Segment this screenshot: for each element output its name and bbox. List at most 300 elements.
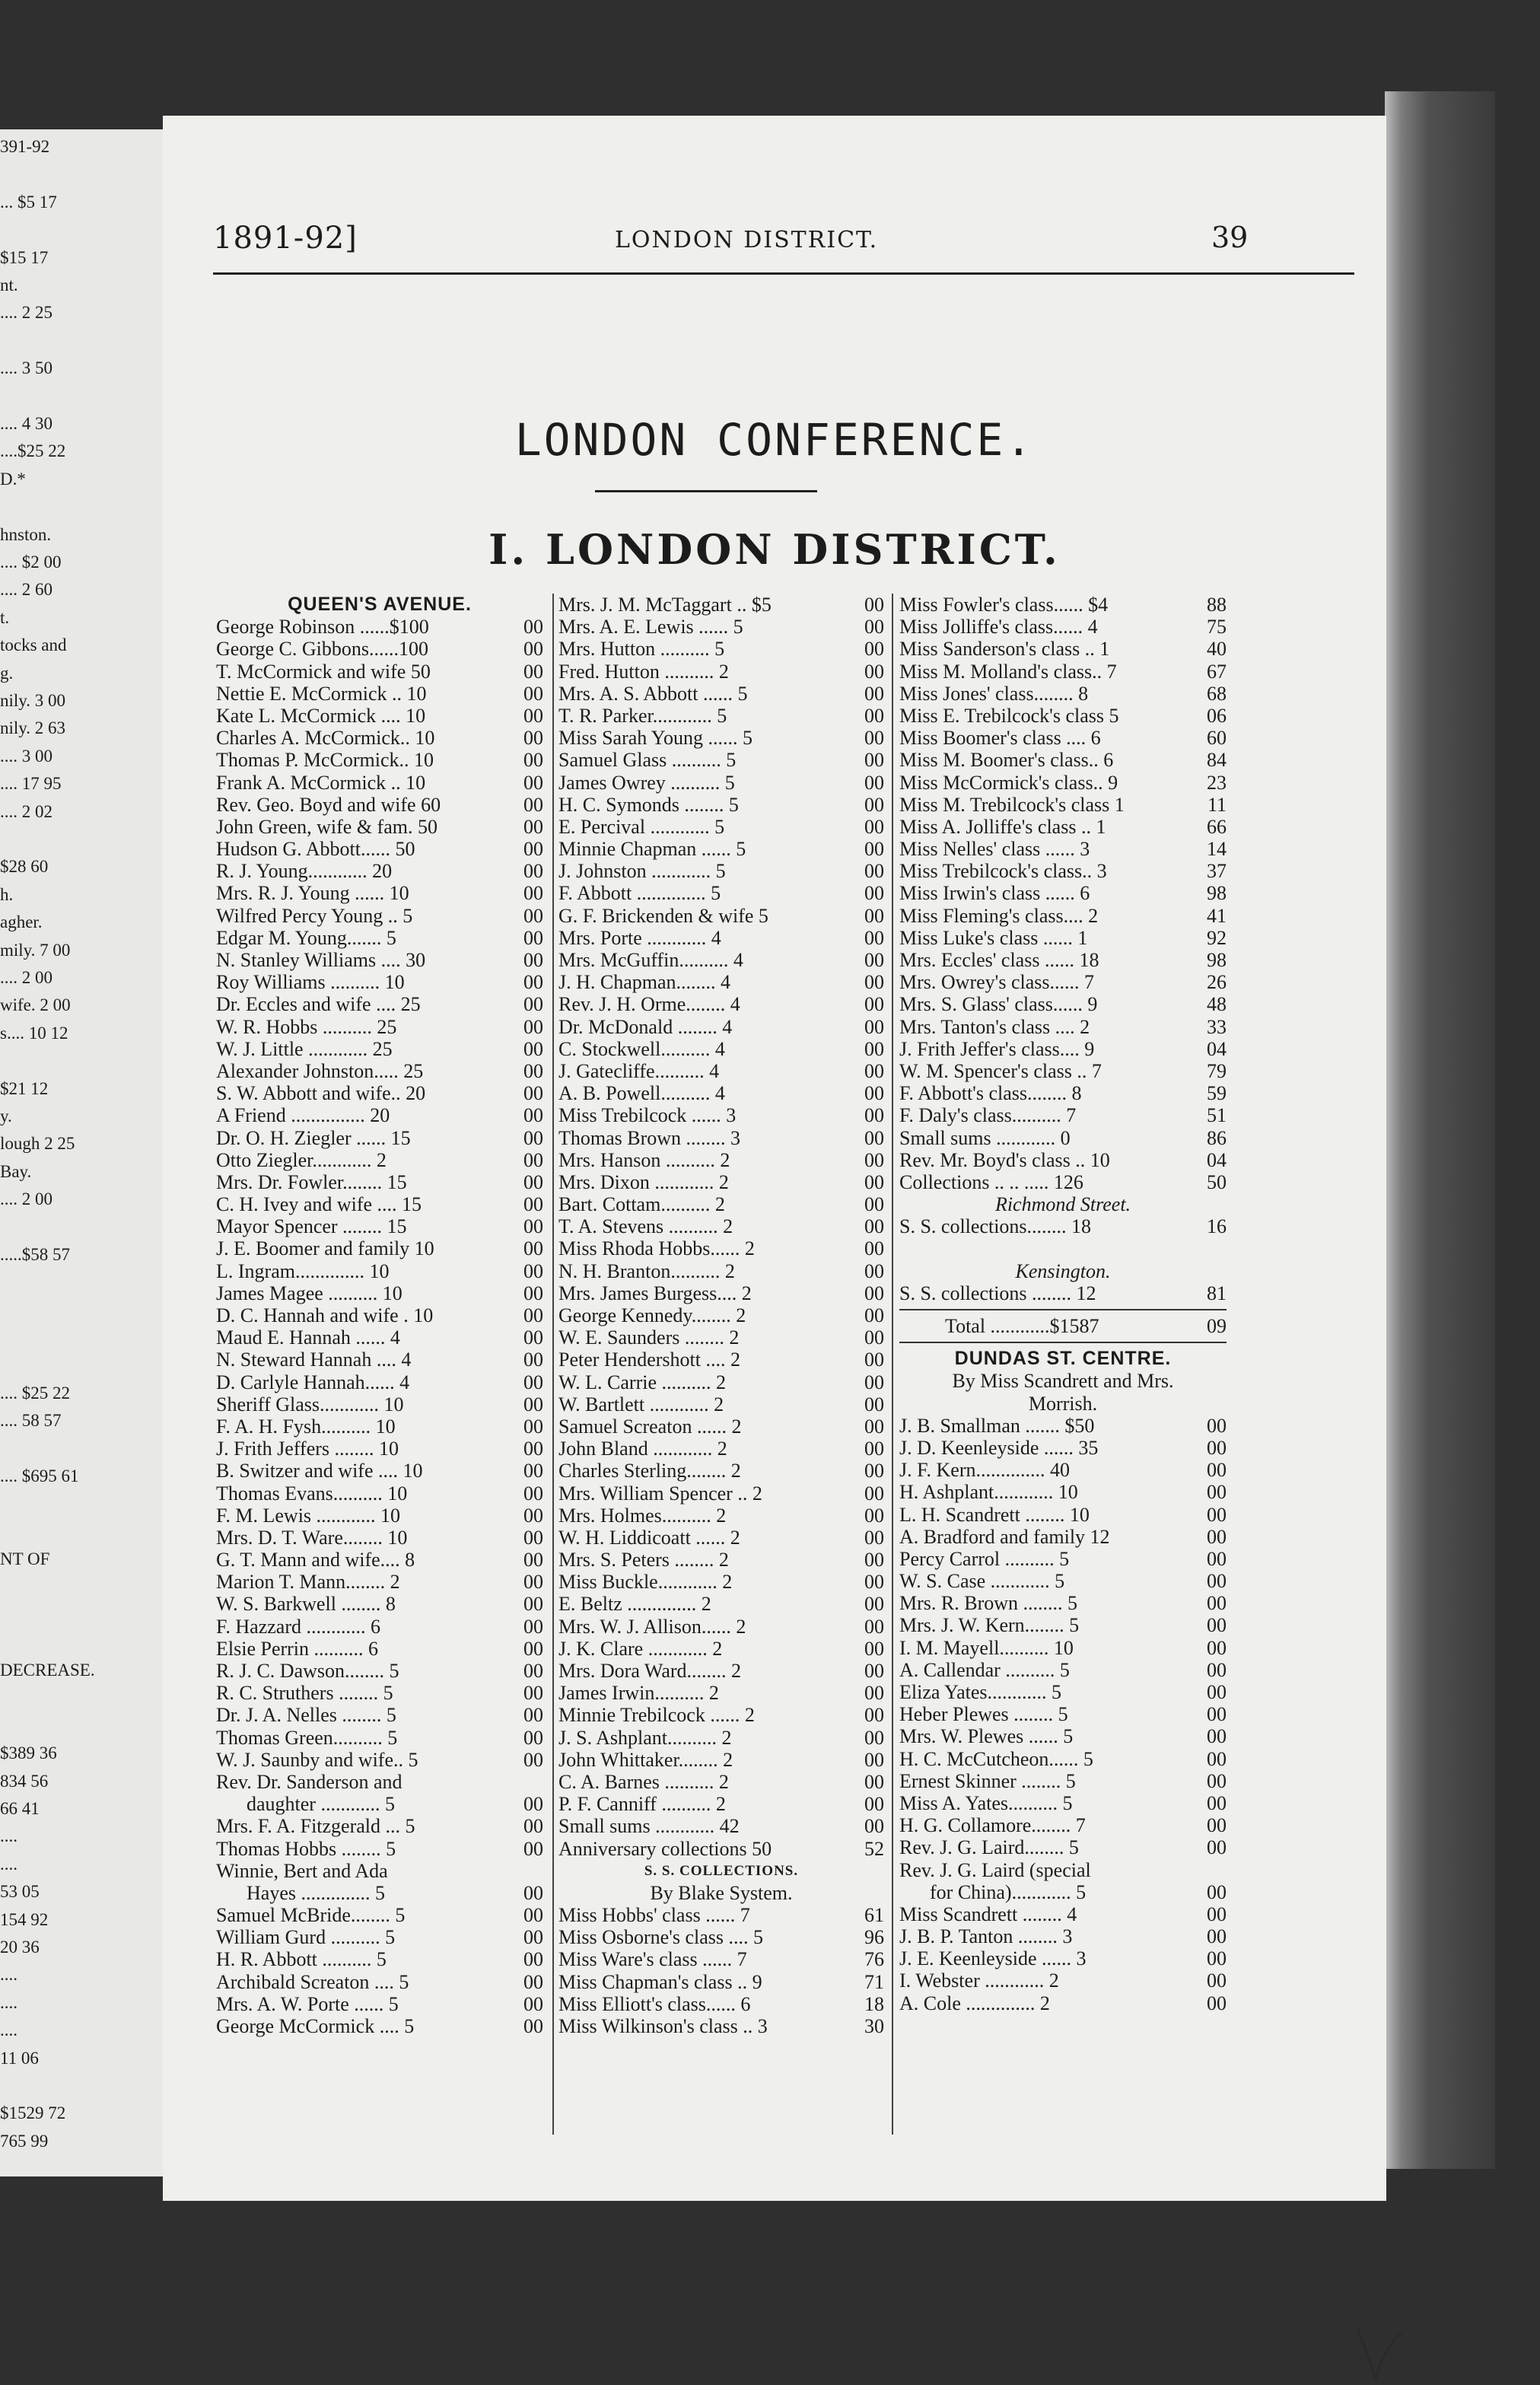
entry-name: B. Switzer and wife .... 10 <box>216 1460 423 1482</box>
section-note <box>899 1370 1227 1392</box>
entry-row <box>899 1481 1227 1503</box>
entry-name: Miss Trebilcock ...... 3 <box>558 1104 737 1127</box>
entry-cents: 00 <box>864 1304 884 1326</box>
entry-name: Mrs. F. A. Fitzgerald ... 5 <box>216 1815 415 1838</box>
entry-name: Mrs. Tanton's class .... 2 <box>899 1015 1090 1038</box>
entry-row <box>216 1038 543 1060</box>
entry-name: Miss Sanderson's class .. 1 <box>899 638 1110 661</box>
entry-name: Miss Ware's class ...... 7 <box>558 1948 747 1971</box>
entry-cents: 00 <box>864 682 884 705</box>
entry-row <box>558 1749 884 1771</box>
entry-name: F. Hazzard ............ 6 <box>216 1615 380 1638</box>
entry-row <box>899 816 1227 838</box>
entry-cents: 00 <box>523 1015 543 1038</box>
entry-name: F. Daly's class.......... 7 <box>899 1104 1077 1127</box>
entry-name: Roy Williams .......... 10 <box>216 971 405 994</box>
entry-name: Mrs. S. Glass' class...... 9 <box>899 993 1098 1016</box>
entry-cents: 00 <box>523 1148 543 1171</box>
entry-row <box>558 1304 884 1326</box>
entry-name: Eliza Yates............ 5 <box>899 1681 1062 1703</box>
entry-name: Samuel Screaton ...... 2 <box>558 1415 742 1438</box>
entry-name: Rev. Mr. Boyd's class .. 10 <box>899 1148 1110 1171</box>
entry-cents: 06 <box>1207 704 1227 727</box>
entry-cents: 00 <box>864 1037 884 1060</box>
entry-row <box>899 616 1227 638</box>
entry-name: Elsie Perrin .......... 6 <box>216 1637 379 1660</box>
entry-name: Mrs. Hanson .......... 2 <box>558 1148 730 1171</box>
entry-name: Dr. McDonald ........ 4 <box>558 1015 733 1038</box>
entry-row <box>558 1104 884 1126</box>
facing-page-line: mily. 7 00 <box>0 940 71 960</box>
facing-page-line: $28 60 <box>0 857 49 877</box>
entry-row <box>899 1504 1227 1526</box>
entry-cents: 00 <box>523 1748 543 1771</box>
entry-name: Minnie Chapman ...... 5 <box>558 838 746 861</box>
entry-name: I. M. Mayell.......... 10 <box>899 1636 1074 1659</box>
entry-name: for China)............ 5 <box>930 1880 1087 1903</box>
entry-cents: 00 <box>864 1660 884 1682</box>
entry-name: Archibald Screaton .... 5 <box>216 1970 409 1993</box>
entry-name: Miss Scandrett ........ 4 <box>899 1903 1077 1925</box>
entry-cents: 00 <box>864 993 884 1016</box>
entry-row <box>899 749 1227 771</box>
entry-row <box>216 971 543 993</box>
entry-cents: 00 <box>1207 1836 1227 1859</box>
entry-name: J. S. Ashplant.......... 2 <box>558 1726 732 1749</box>
entry-name: J. F. Kern.............. 40 <box>899 1459 1070 1482</box>
entry-row <box>216 1682 543 1704</box>
entry-row <box>558 1571 884 1593</box>
facing-page-line: nily. 2 63 <box>0 718 66 738</box>
entry-row <box>216 1815 543 1837</box>
entry-name: Miss Irwin's class ...... 6 <box>899 882 1090 905</box>
entry-name: Otto Ziegler............ 2 <box>216 1148 387 1171</box>
entry-row <box>216 661 543 683</box>
entry-row <box>899 705 1227 727</box>
total-rule <box>899 1304 1227 1315</box>
entry-row <box>558 727 884 749</box>
facing-page-line: .... 2 00 <box>0 968 52 987</box>
entry-row <box>558 616 884 638</box>
entry-row <box>558 1527 884 1549</box>
entry-name: Alexander Johnston..... 25 <box>216 1059 424 1082</box>
facing-page-line: 20 36 <box>0 1938 40 1957</box>
facing-page-line: 765 99 <box>0 2131 49 2151</box>
entry-name: Wilfred Percy Young .. 5 <box>216 904 413 927</box>
entry-row <box>899 1614 1227 1636</box>
entry-cents: 00 <box>864 1460 884 1482</box>
entry-name: Richmond Street. <box>994 1193 1131 1216</box>
entry-cents: 00 <box>523 1948 543 1971</box>
entry-cents: 00 <box>1207 1414 1227 1437</box>
entry-cents: 00 <box>523 1837 543 1860</box>
entry-name: Miss Luke's class ...... 1 <box>899 926 1088 949</box>
entry-row <box>216 949 543 971</box>
entry-name: W. J. Little ............ 25 <box>216 1037 393 1060</box>
entry-name: F. Abbott's class........ 8 <box>899 1082 1082 1105</box>
conference-title: LONDON CONFERENCE. <box>514 414 1035 466</box>
entry-row <box>216 1016 543 1038</box>
entry-row <box>216 905 543 927</box>
entry-row <box>558 1060 884 1082</box>
entry-name: Miss McCormick's class.. 9 <box>899 771 1118 794</box>
entry-row <box>558 594 884 616</box>
facing-page-line: s.... 10 12 <box>0 1023 68 1043</box>
entry-cents: 00 <box>1207 1636 1227 1659</box>
entry-cents: 16 <box>1207 1215 1227 1238</box>
entry-row <box>899 927 1227 949</box>
entry-row <box>216 1771 543 1793</box>
entry-row <box>899 1637 1227 1659</box>
entry-row <box>558 1682 884 1704</box>
entry-name: H. C. McCutcheon...... 5 <box>899 1747 1093 1770</box>
entry-name: H. R. Abbott .......... 5 <box>216 1948 387 1971</box>
entry-cents: 00 <box>864 1549 884 1571</box>
entry-cents: 00 <box>523 1704 543 1727</box>
entry-row <box>558 1193 884 1215</box>
entry-name: Frank A. McCormick .. 10 <box>216 771 426 794</box>
facing-page-line: .....$58 57 <box>0 1245 70 1264</box>
entry-name: G. T. Mann and wife.... 8 <box>216 1549 415 1571</box>
entry-row <box>558 749 884 771</box>
entry-name: A Friend ............... 20 <box>216 1104 390 1127</box>
entry-cents: 00 <box>864 594 884 616</box>
facing-page-line: $21 12 <box>0 1078 49 1098</box>
entry-name: Mrs. A. W. Porte ...... 5 <box>216 1992 399 2015</box>
entry-row <box>899 860 1227 882</box>
entry-name: N. Steward Hannah .... 4 <box>216 1349 412 1371</box>
entry-cents: 76 <box>864 1948 884 1971</box>
entry-row <box>558 882 884 904</box>
entry-cents: 00 <box>864 882 884 905</box>
entry-cents: 00 <box>864 1193 884 1216</box>
entry-cents: 51 <box>1207 1104 1227 1127</box>
entry-name: Miss Buckle............ 2 <box>558 1571 733 1594</box>
entry-row <box>899 772 1227 794</box>
entry-cents: 00 <box>864 1438 884 1460</box>
entry-cents: 00 <box>864 1682 884 1705</box>
entry-cents: 00 <box>523 682 543 705</box>
entry-name: Rev. J. G. Laird (special <box>899 1858 1091 1881</box>
entry-cents: 00 <box>864 926 884 949</box>
entry-name: N. H. Branton.......... 2 <box>558 1259 735 1282</box>
entry-cents: 00 <box>864 815 884 838</box>
entry-name: W. S. Barkwell ........ 8 <box>216 1593 396 1616</box>
entry-cents: 00 <box>864 1170 884 1193</box>
entry-row <box>216 1127 543 1149</box>
entry-name: J. B. Smallman ....... $50 <box>899 1414 1095 1437</box>
entry-name: J. Johnston ............ 5 <box>558 860 726 883</box>
entry-name: Small sums ............ 42 <box>558 1815 740 1838</box>
entry-row <box>899 1903 1227 1925</box>
facing-page-line: DECREASE. <box>0 1661 95 1680</box>
entry-row <box>558 661 884 683</box>
entry-cents: 81 <box>1207 1282 1227 1304</box>
entry-row <box>216 1393 543 1415</box>
entry-cents: 00 <box>523 1881 543 1904</box>
entry-cents: 00 <box>864 904 884 927</box>
entry-row <box>558 2015 884 2037</box>
entry-cents: 79 <box>1207 1059 1227 1082</box>
entry-row <box>216 1060 543 1082</box>
entry-cents: 00 <box>523 1170 543 1193</box>
entry-name: Mayor Spencer ........ 15 <box>216 1215 407 1238</box>
entry-cents: 00 <box>523 1059 543 1082</box>
entry-name: Mrs. R. Brown ........ 5 <box>899 1592 1078 1615</box>
entry-cents: 00 <box>523 1526 543 1549</box>
entry-row <box>558 1215 884 1237</box>
entry-name: Miss M. Molland's class.. 7 <box>899 660 1117 683</box>
entry-row <box>558 683 884 705</box>
entry-row <box>899 1060 1227 1082</box>
entry-row <box>558 1082 884 1104</box>
entry-name: Miss Chapman's class .. 9 <box>558 1970 762 1993</box>
entry-row <box>899 1925 1227 1947</box>
entry-row <box>899 1881 1227 1903</box>
entry-cents: 86 <box>1207 1126 1227 1149</box>
entry-cents: 00 <box>864 1726 884 1749</box>
entry-name: F. Abbott .............. 5 <box>558 882 721 905</box>
entry-cents: 00 <box>864 1504 884 1527</box>
entry-cents: 33 <box>1207 1015 1227 1038</box>
entry-cents: 00 <box>523 1571 543 1594</box>
entry-row <box>558 1638 884 1660</box>
facing-page-line: .... 3 00 <box>0 746 52 766</box>
entry-name: Miss Nelles' class ...... 3 <box>899 838 1090 861</box>
entry-row <box>899 1703 1227 1725</box>
facing-page-line: .... <box>0 1826 18 1846</box>
entry-cents: 00 <box>523 1549 543 1571</box>
facing-page-line: $1529 72 <box>0 2103 66 2123</box>
entry-row <box>558 1793 884 1815</box>
entry-cents: 26 <box>1207 971 1227 994</box>
entry-cents: 00 <box>864 971 884 994</box>
entry-row <box>558 1616 884 1638</box>
entry-cents: 00 <box>523 1438 543 1460</box>
entry-row <box>899 1171 1227 1193</box>
entry-name: Miss E. Trebilcock's class 5 <box>899 704 1119 727</box>
entry-name: Samuel Glass .......... 5 <box>558 749 737 772</box>
facing-page-line: .... $2 00 <box>0 552 62 572</box>
entry-cents: 96 <box>864 1926 884 1949</box>
page-number: 39 <box>1211 221 1249 254</box>
entry-cents: 00 <box>1207 1747 1227 1770</box>
entry-cents: 00 <box>864 838 884 861</box>
entry-row <box>216 1460 543 1482</box>
entry-name: Miss Jolliffe's class...... 4 <box>899 616 1098 638</box>
entry-name: Thomas Evans.......... 10 <box>216 1482 408 1505</box>
entry-name: W. H. Liddicoatt ...... 2 <box>558 1526 740 1549</box>
entry-cents: 00 <box>1207 1658 1227 1681</box>
entry-cents: 98 <box>1207 882 1227 905</box>
entry-cents: 00 <box>1207 1992 1227 2014</box>
entry-name: Miss Rhoda Hobbs...... 2 <box>558 1237 755 1260</box>
entry-row <box>558 1016 884 1038</box>
entry-row <box>216 1593 543 1615</box>
facing-page-line: NT OF <box>0 1549 50 1569</box>
entry-cents: 00 <box>864 1215 884 1238</box>
entry-row <box>558 1149 884 1171</box>
entry-cents: 00 <box>864 1148 884 1171</box>
entry-cents: 00 <box>523 660 543 683</box>
entry-cents: 00 <box>523 1393 543 1415</box>
entry-name: George Kennedy........ 2 <box>558 1304 746 1326</box>
facing-page-line: 66 41 <box>0 1799 40 1818</box>
facing-page-line: Bay. <box>0 1161 32 1181</box>
entry-name: E. Percival ............ 5 <box>558 815 725 838</box>
entry-cents: 00 <box>864 749 884 772</box>
facing-page-line: tocks and <box>0 635 67 655</box>
entry-cents: 00 <box>1207 1969 1227 1992</box>
entry-name: Mrs. A. S. Abbott ...... 5 <box>558 682 748 705</box>
entry-row <box>216 1438 543 1460</box>
entry-cents: 00 <box>864 1748 884 1771</box>
entry-cents: 00 <box>523 860 543 883</box>
entry-name: Mrs. James Burgess.... 2 <box>558 1282 752 1304</box>
entry-name: Heber Plewes ........ 5 <box>899 1703 1068 1726</box>
entry-name: L. Ingram.............. 10 <box>216 1259 390 1282</box>
entry-cents: 84 <box>1207 749 1227 772</box>
entry-name: W. L. Carrie .......... 2 <box>558 1371 726 1393</box>
column-rule <box>892 594 893 2135</box>
entry-cents: 92 <box>1207 926 1227 949</box>
entry-name: Mrs. W. Plewes ...... 5 <box>899 1725 1074 1748</box>
entry-cents: 00 <box>523 1926 543 1949</box>
entry-name: Mrs. Porte ............ 4 <box>558 926 721 949</box>
entry-name: Percy Carrol .......... 5 <box>899 1547 1070 1570</box>
entry-cents: 00 <box>864 1526 884 1549</box>
entry-name: Rev. Geo. Boyd and wife 60 <box>216 793 441 816</box>
entry-cents: 00 <box>523 1815 543 1838</box>
entry-row <box>216 1926 543 1948</box>
entry-name: Mrs. S. Peters ........ 2 <box>558 1549 729 1571</box>
entry-cents: 00 <box>1207 1614 1227 1637</box>
entry-cents: 00 <box>523 993 543 1016</box>
entry-row <box>899 1859 1227 1881</box>
entry-cents: 00 <box>523 1682 543 1705</box>
entry-row <box>558 1505 884 1527</box>
entry-row <box>216 1860 543 1882</box>
entry-cents: 00 <box>523 1349 543 1371</box>
entry-cents: 00 <box>523 1615 543 1638</box>
entry-name: W. M. Spencer's class .. 7 <box>899 1059 1102 1082</box>
entry-name: By Miss Scandrett and Mrs. <box>952 1370 1174 1393</box>
entry-name: Kensington. <box>1015 1259 1111 1282</box>
entry-cents: 00 <box>523 1504 543 1527</box>
facing-page-line: 391-92 <box>0 137 50 156</box>
entry-cents: 00 <box>523 904 543 927</box>
entry-name: Thomas Green.......... 5 <box>216 1726 398 1749</box>
entry-name: P. F. Canniff .......... 2 <box>558 1793 726 1816</box>
facing-page-line: .... 2 00 <box>0 1189 52 1209</box>
entry-cents: 00 <box>864 1082 884 1105</box>
entry-name: A. Callendar .......... 5 <box>899 1658 1070 1681</box>
entry-name: R. C. Struthers ........ 5 <box>216 1682 393 1705</box>
entry-cents: 00 <box>864 860 884 883</box>
entry-row <box>216 1948 543 1970</box>
entry-name: Rev. J. H. Orme........ 4 <box>558 993 740 1016</box>
entry-name: Ernest Skinner ........ 5 <box>899 1769 1076 1792</box>
entry-row <box>216 638 543 660</box>
facing-page-line: .... $25 22 <box>0 1384 70 1403</box>
entry-row <box>558 927 884 949</box>
entry-row <box>899 1282 1227 1304</box>
entry-name: Miss Trebilcock's class.. 3 <box>899 860 1107 883</box>
entry-row <box>216 1749 543 1771</box>
entry-cents: 00 <box>523 926 543 949</box>
entry-name: Miss Fleming's class.... 2 <box>899 904 1099 927</box>
entry-cents: 37 <box>1207 860 1227 883</box>
entry-name: H. G. Collamore........ 7 <box>899 1814 1086 1837</box>
entry-row <box>216 772 543 794</box>
entry-row <box>899 1992 1227 2014</box>
entry-row <box>558 1127 884 1149</box>
subscription-column-1 <box>216 594 543 2037</box>
entry-row <box>899 971 1227 993</box>
entry-cents: 00 <box>523 949 543 971</box>
entry-cents: 00 <box>864 793 884 816</box>
entry-row <box>558 1393 884 1415</box>
entry-name: Mrs. D. T. Ware........ 10 <box>216 1526 408 1549</box>
entry-row <box>558 1904 884 1926</box>
entry-row <box>558 1349 884 1371</box>
entry-name: Morrish. <box>1028 1392 1098 1415</box>
entry-row <box>899 1792 1227 1814</box>
entry-cents: 40 <box>1207 638 1227 661</box>
entry-row <box>216 1838 543 1860</box>
entry-row <box>216 1304 543 1326</box>
facing-page-line: y. <box>0 1107 12 1126</box>
entry-row <box>216 1660 543 1682</box>
entry-row <box>899 638 1227 660</box>
title-rule <box>595 490 817 492</box>
facing-page-line: .... 58 57 <box>0 1411 62 1431</box>
facing-page-line: hnston. <box>0 524 52 544</box>
entry-cents: 00 <box>864 1326 884 1349</box>
entry-name: Rev. J. G. Laird........ 5 <box>899 1836 1079 1859</box>
entry-row <box>558 860 884 882</box>
entry-row <box>216 1193 543 1215</box>
entry-name: Mrs. Dr. Fowler........ 15 <box>216 1170 407 1193</box>
entry-row <box>216 927 543 949</box>
entry-name: Mrs. A. E. Lewis ...... 5 <box>558 616 743 638</box>
entry-cents: 00 <box>523 1304 543 1326</box>
subsection-heading <box>899 1260 1227 1282</box>
entry-row <box>216 1616 543 1638</box>
entry-row <box>216 1704 543 1726</box>
entry-name: Miss Elliott's class...... 6 <box>558 1992 751 2015</box>
entry-cents: 14 <box>1207 838 1227 861</box>
entry-cents: 00 <box>523 793 543 816</box>
entry-row <box>558 949 884 971</box>
entry-cents: 00 <box>1207 1725 1227 1748</box>
entry-name: George McCormick .... 5 <box>216 2015 415 2037</box>
subscription-column-3 <box>899 594 1227 2014</box>
entry-name: Mrs. McGuffin.......... 4 <box>558 949 743 971</box>
entry-row <box>216 1237 543 1259</box>
entry-name: J. K. Clare ............ 2 <box>558 1637 723 1660</box>
entry-cents: 00 <box>864 660 884 683</box>
entry-name: H. C. Symonds ........ 5 <box>558 793 739 816</box>
entry-cents: 00 <box>523 1371 543 1393</box>
entry-cents: 00 <box>1207 1592 1227 1615</box>
entry-cents: 04 <box>1207 1037 1227 1060</box>
entry-row <box>558 1237 884 1259</box>
entry-cents: 41 <box>1207 904 1227 927</box>
entry-cents: 00 <box>864 1571 884 1594</box>
entry-row <box>558 1438 884 1460</box>
entry-cents: 00 <box>1207 1947 1227 1970</box>
